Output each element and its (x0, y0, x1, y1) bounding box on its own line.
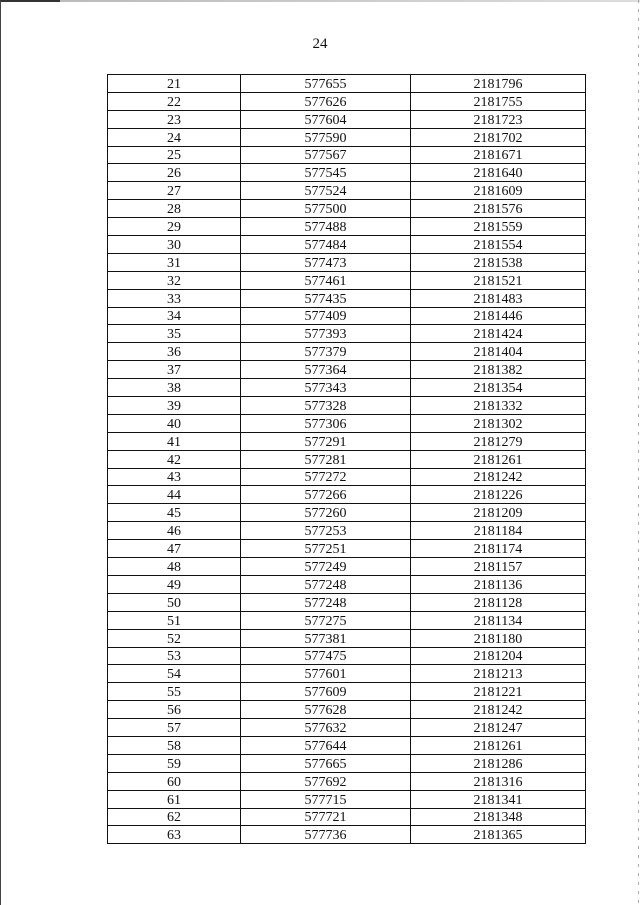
y-coordinate-cell: 2181554 (411, 236, 586, 254)
x-coordinate-cell: 577609 (241, 683, 411, 701)
y-coordinate-cell: 2181559 (411, 218, 586, 236)
x-coordinate-cell: 577475 (241, 647, 411, 665)
table-row (108, 719, 586, 737)
table-row (108, 128, 586, 146)
x-coordinate-cell: 577524 (241, 182, 411, 200)
point-number-cell: 44 (108, 486, 241, 504)
table-row (108, 218, 586, 236)
x-coordinate-cell: 577590 (241, 128, 411, 146)
x-coordinate-cell: 577488 (241, 218, 411, 236)
x-coordinate-cell: 577665 (241, 754, 411, 772)
x-coordinate-cell: 577655 (241, 75, 411, 93)
table-row (108, 271, 586, 289)
point-number-cell: 38 (108, 379, 241, 397)
x-coordinate-cell: 577393 (241, 325, 411, 343)
point-number-cell: 45 (108, 504, 241, 522)
table-row (108, 182, 586, 200)
point-number-cell: 55 (108, 683, 241, 701)
table-row (108, 665, 586, 683)
point-number-cell: 52 (108, 629, 241, 647)
scan-edge-left (0, 0, 1, 905)
table-row (108, 307, 586, 325)
x-coordinate-cell: 577632 (241, 719, 411, 737)
x-coordinate-cell: 577715 (241, 790, 411, 808)
table-row (108, 110, 586, 128)
x-coordinate-cell: 577272 (241, 468, 411, 486)
point-number-cell: 36 (108, 343, 241, 361)
table-row (108, 486, 586, 504)
x-coordinate-cell: 577567 (241, 146, 411, 164)
y-coordinate-cell: 2181261 (411, 450, 586, 468)
x-coordinate-cell: 577266 (241, 486, 411, 504)
table-row (108, 701, 586, 719)
x-coordinate-cell: 577500 (241, 200, 411, 218)
y-coordinate-cell: 2181279 (411, 432, 586, 450)
y-coordinate-cell: 2181755 (411, 92, 586, 110)
table-row (108, 379, 586, 397)
point-number-cell: 48 (108, 558, 241, 576)
y-coordinate-cell: 2181382 (411, 361, 586, 379)
point-number-cell: 21 (108, 75, 241, 93)
table-row (108, 808, 586, 826)
y-coordinate-cell: 2181671 (411, 146, 586, 164)
x-coordinate-cell: 577484 (241, 236, 411, 254)
point-number-cell: 27 (108, 182, 241, 200)
table-row (108, 414, 586, 432)
table-row (108, 361, 586, 379)
table-row (108, 75, 586, 93)
point-number-cell: 63 (108, 826, 241, 844)
y-coordinate-cell: 2181134 (411, 611, 586, 629)
point-number-cell: 24 (108, 128, 241, 146)
table-row (108, 164, 586, 182)
y-coordinate-cell: 2181404 (411, 343, 586, 361)
y-coordinate-cell: 2181136 (411, 575, 586, 593)
table-row (108, 325, 586, 343)
point-number-cell: 51 (108, 611, 241, 629)
x-coordinate-cell: 577601 (241, 665, 411, 683)
y-coordinate-cell: 2181424 (411, 325, 586, 343)
y-coordinate-cell: 2181302 (411, 414, 586, 432)
table-row (108, 343, 586, 361)
y-coordinate-cell: 2181521 (411, 271, 586, 289)
x-coordinate-cell: 577644 (241, 736, 411, 754)
x-coordinate-cell: 577379 (241, 343, 411, 361)
point-number-cell: 28 (108, 200, 241, 218)
point-number-cell: 22 (108, 92, 241, 110)
x-coordinate-cell: 577281 (241, 450, 411, 468)
y-coordinate-cell: 2181348 (411, 808, 586, 826)
y-coordinate-cell: 2181341 (411, 790, 586, 808)
x-coordinate-cell: 577291 (241, 432, 411, 450)
point-number-cell: 35 (108, 325, 241, 343)
y-coordinate-cell: 2181332 (411, 397, 586, 415)
point-number-cell: 60 (108, 772, 241, 790)
table-row (108, 450, 586, 468)
y-coordinate-cell: 2181538 (411, 253, 586, 271)
point-number-cell: 46 (108, 522, 241, 540)
table-row (108, 736, 586, 754)
table-row (108, 146, 586, 164)
y-coordinate-cell: 2181174 (411, 540, 586, 558)
x-coordinate-cell: 577275 (241, 611, 411, 629)
table-row (108, 593, 586, 611)
y-coordinate-cell: 2181184 (411, 522, 586, 540)
x-coordinate-cell: 577248 (241, 593, 411, 611)
y-coordinate-cell: 2181221 (411, 683, 586, 701)
y-coordinate-cell: 2181640 (411, 164, 586, 182)
table-row (108, 611, 586, 629)
point-number-cell: 49 (108, 575, 241, 593)
table-row (108, 647, 586, 665)
point-number-cell: 56 (108, 701, 241, 719)
point-number-cell: 23 (108, 110, 241, 128)
table-row (108, 772, 586, 790)
table-row (108, 522, 586, 540)
table-row (108, 575, 586, 593)
table-row (108, 558, 586, 576)
table-row (108, 540, 586, 558)
table-row (108, 432, 586, 450)
table-row (108, 629, 586, 647)
point-number-cell: 26 (108, 164, 241, 182)
point-number-cell: 30 (108, 236, 241, 254)
x-coordinate-cell: 577604 (241, 110, 411, 128)
x-coordinate-cell: 577364 (241, 361, 411, 379)
y-coordinate-cell: 2181286 (411, 754, 586, 772)
point-number-cell: 37 (108, 361, 241, 379)
y-coordinate-cell: 2181157 (411, 558, 586, 576)
point-number-cell: 57 (108, 719, 241, 737)
x-coordinate-cell: 577306 (241, 414, 411, 432)
point-number-cell: 41 (108, 432, 241, 450)
table-row (108, 683, 586, 701)
table-row (108, 289, 586, 307)
scan-edge-right (638, 0, 639, 905)
x-coordinate-cell: 577473 (241, 253, 411, 271)
point-number-cell: 61 (108, 790, 241, 808)
x-coordinate-cell: 577251 (241, 540, 411, 558)
point-number-cell: 58 (108, 736, 241, 754)
y-coordinate-cell: 2181796 (411, 75, 586, 93)
point-number-cell: 29 (108, 218, 241, 236)
point-number-cell: 34 (108, 307, 241, 325)
y-coordinate-cell: 2181226 (411, 486, 586, 504)
x-coordinate-cell: 577692 (241, 772, 411, 790)
x-coordinate-cell: 577328 (241, 397, 411, 415)
y-coordinate-cell: 2181609 (411, 182, 586, 200)
table-row (108, 754, 586, 772)
y-coordinate-cell: 2181316 (411, 772, 586, 790)
point-number-cell: 50 (108, 593, 241, 611)
x-coordinate-cell: 577253 (241, 522, 411, 540)
y-coordinate-cell: 2181204 (411, 647, 586, 665)
point-number-cell: 25 (108, 146, 241, 164)
table-row (108, 826, 586, 844)
y-coordinate-cell: 2181128 (411, 593, 586, 611)
point-number-cell: 39 (108, 397, 241, 415)
x-coordinate-cell: 577381 (241, 629, 411, 647)
x-coordinate-cell: 577435 (241, 289, 411, 307)
x-coordinate-cell: 577260 (241, 504, 411, 522)
point-number-cell: 59 (108, 754, 241, 772)
y-coordinate-cell: 2181723 (411, 110, 586, 128)
y-coordinate-cell: 2181242 (411, 468, 586, 486)
point-number-cell: 31 (108, 253, 241, 271)
x-coordinate-cell: 577248 (241, 575, 411, 593)
point-number-cell: 33 (108, 289, 241, 307)
x-coordinate-cell: 577721 (241, 808, 411, 826)
coordinates-table (107, 74, 586, 844)
scan-edge-top (0, 0, 640, 2)
point-number-cell: 53 (108, 647, 241, 665)
table-row (108, 504, 586, 522)
coordinates-table-body (108, 75, 586, 844)
x-coordinate-cell: 577736 (241, 826, 411, 844)
point-number-cell: 32 (108, 271, 241, 289)
y-coordinate-cell: 2181483 (411, 289, 586, 307)
y-coordinate-cell: 2181365 (411, 826, 586, 844)
y-coordinate-cell: 2181576 (411, 200, 586, 218)
table-row (108, 236, 586, 254)
y-coordinate-cell: 2181213 (411, 665, 586, 683)
y-coordinate-cell: 2181242 (411, 701, 586, 719)
y-coordinate-cell: 2181702 (411, 128, 586, 146)
page-number: 24 (312, 36, 328, 52)
x-coordinate-cell: 577628 (241, 701, 411, 719)
point-number-cell: 42 (108, 450, 241, 468)
point-number-cell: 62 (108, 808, 241, 826)
point-number-cell: 47 (108, 540, 241, 558)
x-coordinate-cell: 577343 (241, 379, 411, 397)
x-coordinate-cell: 577409 (241, 307, 411, 325)
y-coordinate-cell: 2181180 (411, 629, 586, 647)
y-coordinate-cell: 2181446 (411, 307, 586, 325)
table-row (108, 468, 586, 486)
table-row (108, 790, 586, 808)
y-coordinate-cell: 2181209 (411, 504, 586, 522)
table-row (108, 397, 586, 415)
x-coordinate-cell: 577461 (241, 271, 411, 289)
point-number-cell: 43 (108, 468, 241, 486)
y-coordinate-cell: 2181261 (411, 736, 586, 754)
point-number-cell: 54 (108, 665, 241, 683)
y-coordinate-cell: 2181354 (411, 379, 586, 397)
table-row (108, 200, 586, 218)
x-coordinate-cell: 577249 (241, 558, 411, 576)
x-coordinate-cell: 577545 (241, 164, 411, 182)
y-coordinate-cell: 2181247 (411, 719, 586, 737)
x-coordinate-cell: 577626 (241, 92, 411, 110)
table-row (108, 92, 586, 110)
point-number-cell: 40 (108, 414, 241, 432)
table-row (108, 253, 586, 271)
